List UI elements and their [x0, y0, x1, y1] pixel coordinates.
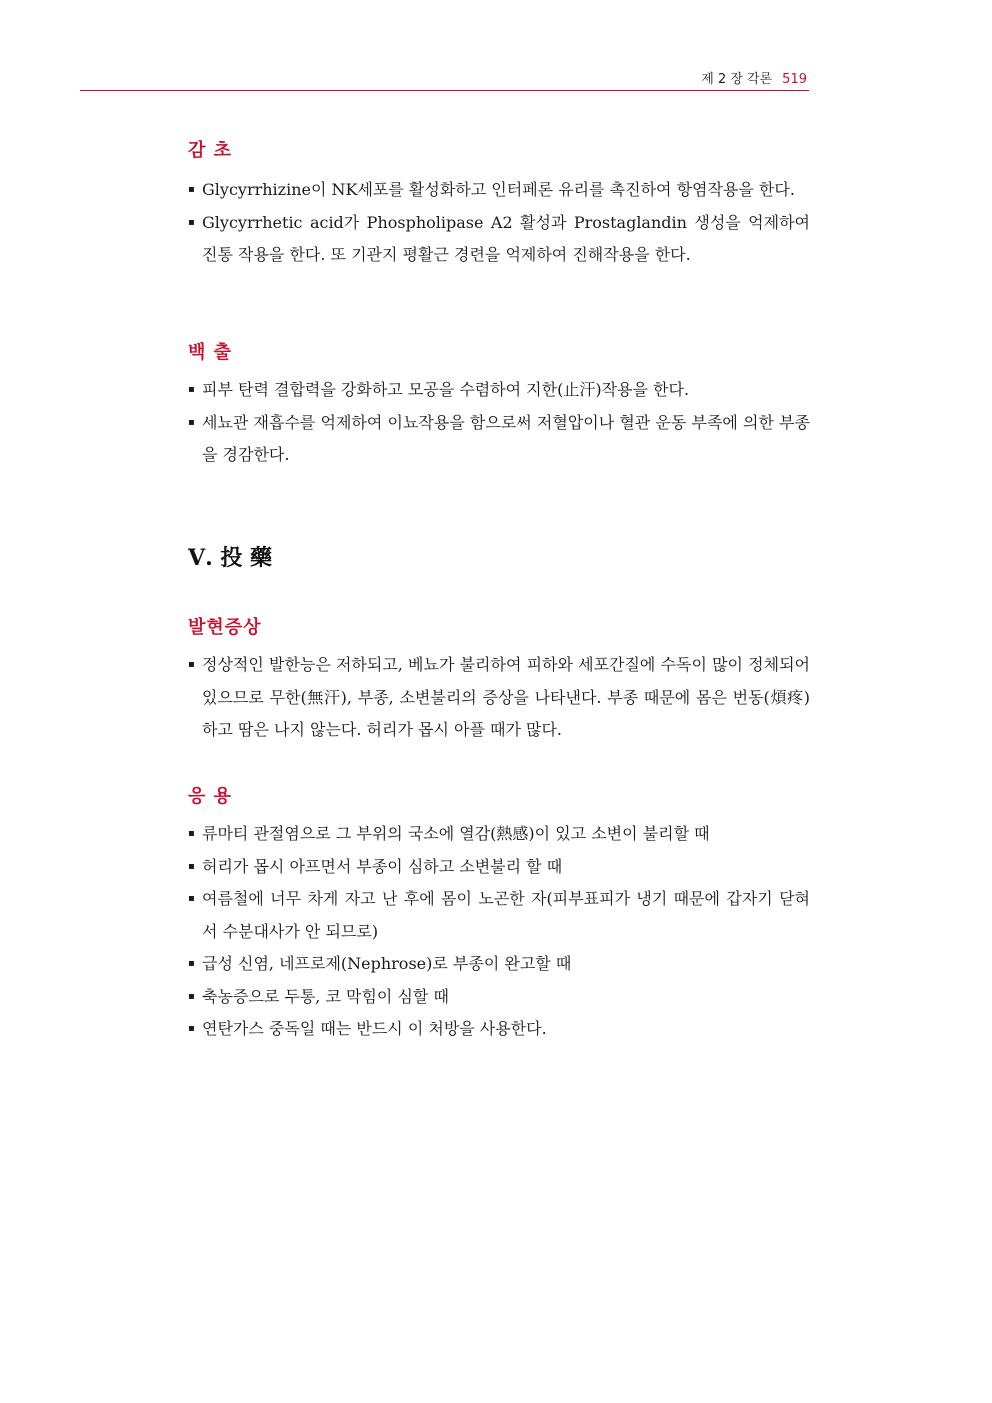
symptoms-list [188, 649, 810, 747]
chapter-label: 제 2 장 각론 [701, 72, 773, 87]
section-heading-baekchul: 백 출 [188, 342, 233, 363]
list-item: ▪ 여름철에 너무 차게 자고 난 후에 몸이 노곤한 자(피부표피가 냉기 때문에 갑자기 닫혀서 수분대사가 안 되므로) [188, 883, 810, 948]
list-item: ▪ 피부 탄력 결합력을 강화하고 모공을 수렴하여 지한(止汗)작용을 한다. [188, 374, 810, 407]
list-item: ▪ 허리가 몹시 아프면서 부종이 심하고 소변불리 할 때 [188, 851, 810, 884]
list-item: ▪ 정상적인 발한능은 저하되고, 베뇨가 불리하여 피하와 세포간질에 수독이 많이 정체되어 있으므로 무한(無汗), 부종, 소변불리의 증상을 나타낸다. 부종 때문에 몸은 번동(煩疼)하고 땀은 나지 않는다. 허리가 몹시 아플 때가 많다. [188, 649, 810, 747]
list-item: ▪ 류마티 관절염으로 그 부위의 국소에 열감(熱感)이 있고 소변이 불리할 때 [188, 818, 810, 851]
gamcho-list [188, 174, 810, 272]
list-item: ▪ 축농증으로 두통, 코 막힘이 심할 때 [188, 981, 810, 1014]
chapter-title: Ⅴ. 投 藥 [188, 545, 273, 571]
application-list [188, 818, 810, 1046]
list-item: ▪ 연탄가스 중독일 때는 반드시 이 처방을 사용한다. [188, 1013, 810, 1046]
list-item: ▪ Glycyrrhetic acid가 Phospholipase A2 활성과 Prostaglandin 생성을 억제하여 진통 작용을 한다. 또 기관지 평활근 경련을 억제하여 진해작용을 한다. [188, 207, 810, 272]
list-item: ▪ Glycyrrhizine이 NK세포를 활성화하고 인터페론 유리를 촉진하여 항염작용을 한다. [188, 174, 810, 207]
list-item: ▪ 급성 신염, 네프로제(Nephrose)로 부종이 완고할 때 [188, 948, 810, 981]
running-header [701, 68, 807, 87]
section-heading-symptoms: 발현증상 [188, 617, 262, 638]
page-number: 519 [782, 72, 807, 87]
list-item: ▪ 세뇨관 재흡수를 억제하여 이뇨작용을 함으로써 저혈압이나 혈관 운동 부족에 의한 부종을 경감한다. [188, 407, 810, 472]
baekchul-list [188, 374, 810, 472]
section-heading-application: 응 용 [188, 786, 233, 807]
page-header [80, 60, 809, 91]
section-heading-gamcho: 감 초 [188, 140, 233, 161]
